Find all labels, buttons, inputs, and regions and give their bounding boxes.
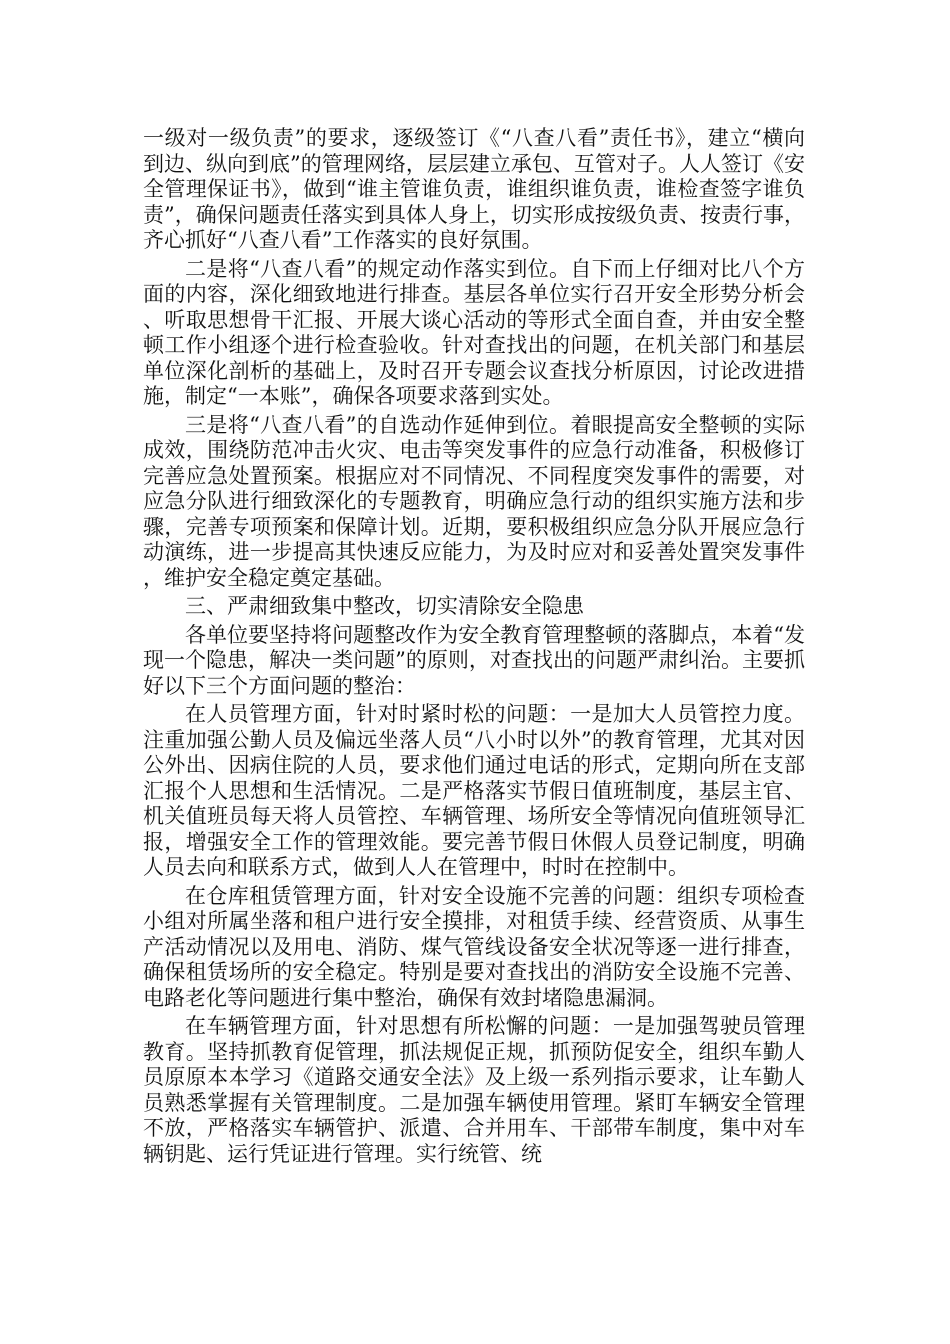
paragraph-vehicle-management: 在车辆管理方面，针对思想有所松懈的问题：一是加强驾驶员管理教育。坚持抓教育促管理，抓法规促正规，抓预防促安全，组织车勤人员原原本本学习《道路交通安全法》及上级一系列指示要求，让车勤人员熟悉掌握有关管理制度。二是加强车辆使用管理。紧盯车辆安全管理不放，严格落实车辆管护、派遣、合并用车、干部带车制度，集中对车辆钥匙、运行凭证进行管理。实行统管、统 [143, 1014, 805, 1166]
document-body [143, 126, 805, 1170]
paragraph-personnel-management: 在人员管理方面，针对时紧时松的问题：一是加大人员管控力度。注重加强公勤人员及偏远坐落人员“八小时以外”的教育管理，尤其对因公外出、因病住院的人员，要求他们通过电话的形式，定期向所在支部汇报个人思想和生活情况。二是严格落实节假日值班制度，基层主官、机关值班员每天将人员管控、车辆管理、场所安全等情况向值班领导汇报，增强安全工作的管理效能。要完善节假日休假人员登记制度，明确人员去向和联系方式，做到人人在管理中，时时在控制中。 [143, 702, 805, 879]
paragraph-optional-actions: 三是将“八查八看”的自选动作延伸到位。着眼提高安全整顿的实际成效，围绕防范冲击火灾、电击等突发事件的应急行动准备，积极修订完善应急处置预案。根据应对不同情况、不同程度突发事件的需要，对应急分队进行细致深化的专题教育，明确应急行动的组织实施方法和步骤，完善专项预案和保障计划。近期，要积极组织应急分队开展应急行动演练，进一步提高其快速反应能力，为及时应对和妥善处置突发事件，维护安全稳定奠定基础。 [143, 412, 805, 590]
paragraph-responsibility: 一级对一级负责”的要求，逐级签订《“八查八看”责任书》，建立“横向到边、纵向到底”的管理网络，层层建立承包、互管对子。人人签订《安全管理保证书》，做到“谁主管谁负责，谁组织谁负责，谁检查签字谁负责”，确保问题责任落实到具体人身上，切实形成按级负责、按责行事，齐心抓好“八查八看”工作落实的良好氛围。 [143, 126, 805, 252]
paragraph-prescribed-actions: 二是将“八查八看”的规定动作落实到位。自下而上仔细对比八个方面的内容，深化细致地进行排查。基层各单位实行召开安全形势分析会、听取思想骨干汇报、开展大谈心活动的等形式全面自查，并由安全整顿工作小组逐个进行检查验收。针对查找出的问题，在机关部门和基层单位深化剖析的基础上，及时召开专题会议查找分析原因，讨论改进措施，制定“一本账”，确保各项要求落到实处。 [143, 256, 805, 408]
paragraph-warehouse-leasing: 在仓库租赁管理方面，针对安全设施不完善的问题：组织专项检查小组对所属坐落和租户进行安全摸排，对租赁手续、经营资质、从事生产活动情况以及用电、消防、煤气管线设备安全状况等逐一进行排查，确保租赁场所的安全稳定。特别是要对查找出的消防安全设施不完善、电路老化等问题进行集中整治，确保有效封堵隐患漏洞。 [143, 883, 805, 1010]
paragraph-rectification-intro: 各单位要坚持将问题整改作为安全教育管理整顿的落脚点，本着“发现一个隐患，解决一类问题”的原则，对查找出的问题严肃纠治。主要抓好以下三个方面问题的整治： [143, 622, 805, 698]
section-heading-three: 三、严肃细致集中整改，切实清除安全隐患 [185, 594, 584, 618]
